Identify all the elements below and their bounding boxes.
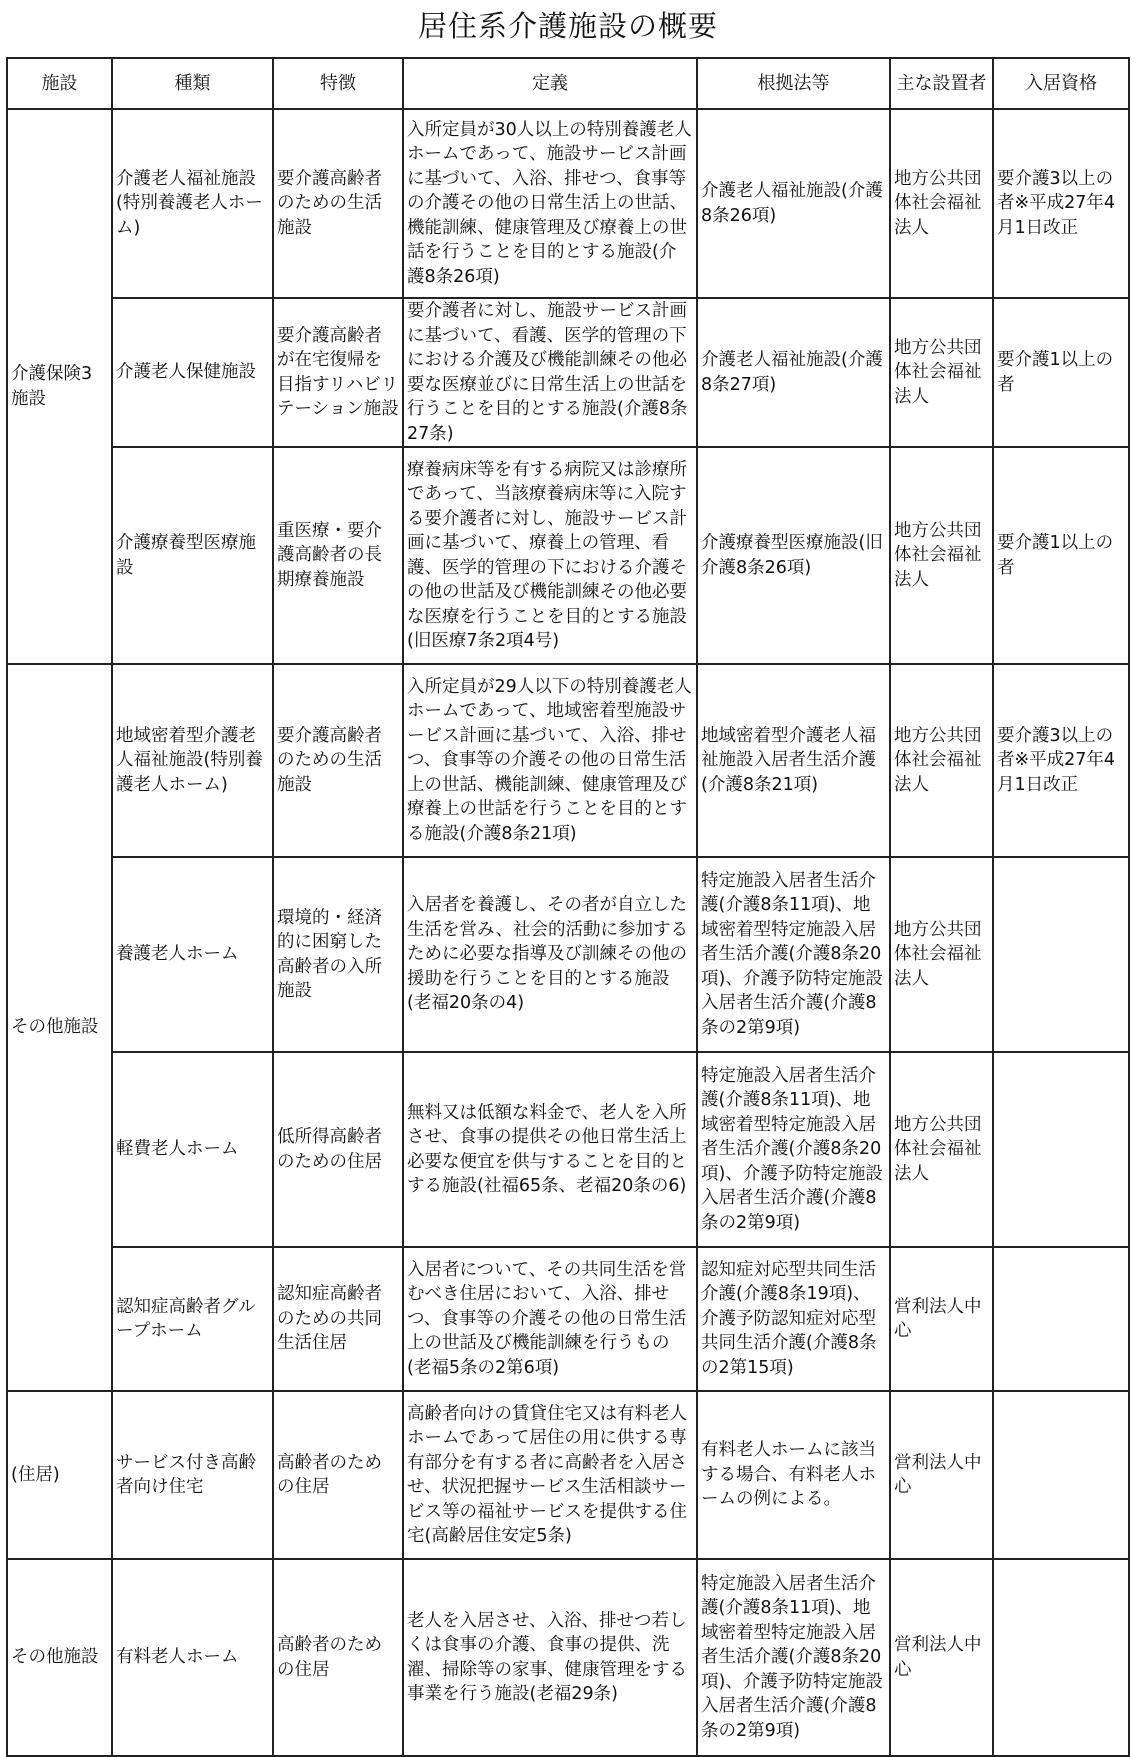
cell-qualification (993, 1391, 1129, 1559)
cell-qualification: 要介護1以上の者 (993, 447, 1129, 664)
cell-qualification: 要介護3以上の者※平成27年4月1日改正 (993, 664, 1129, 857)
group-label: 介護保険3施設 (7, 109, 112, 664)
cell-definition: 入居者について、その共同生活を営むべき住居において、入浴、排せつ、食事等の介護その他の日常生活上の世話及び機能訓練を行うもの(老福5条の2第6項) (403, 1247, 697, 1391)
cell-feature: 要介護高齢者のための生活施設 (273, 109, 403, 298)
cell-feature: 認知症高齢者のための共同生活住居 (273, 1247, 403, 1391)
cell-feature: 要介護高齢者が在宅復帰を目指すリハビリテーション施設 (273, 298, 403, 447)
cell-definition: 入所定員が30人以上の特別養護老人ホームであって、施設サービス計画に基づいて、入浴、排せつ、食事等の介護その他の日常生活上の世話、機能訓練、健康管理及び療養上の世話を行うことを目的とする施設(介護8条26項) (403, 109, 697, 298)
cell-type: 認知症高齢者グループホーム (112, 1247, 273, 1391)
cell-qualification (993, 1247, 1129, 1391)
cell-definition: 無料又は低額な料金で、老人を入所させ、食事の提供その他日常生活上必要な便宜を供与することを目的とする施設(社福65条、老福20条の6) (403, 1052, 697, 1247)
cell-establisher: 地方公共団体社会福祉法人 (890, 109, 993, 298)
table-row (7, 1559, 1129, 1756)
cell-law: 有料老人ホームに該当する場合、有料老人ホームの例による。 (697, 1391, 890, 1559)
cell-definition: 要介護者に対し、施設サービス計画に基づいて、看護、医学的管理の下における介護及び機能訓練その他必要な医療並びに日常生活上の世話を行うことを目的とする施設(介護8条27条) (403, 298, 697, 447)
cell-law: 特定施設入居者生活介護(介護8条11項)、地域密着型特定施設入居者生活介護(介護8条20項)、介護予防特定施設入居者生活介護(介護8条の2第9項) (697, 1052, 890, 1247)
cell-law: 特定施設入居者生活介護(介護8条11項)、地域密着型特定施設入居者生活介護(介護8条20項)、介護予防特定施設入居者生活介護(介護8条の2第9項) (697, 857, 890, 1052)
cell-qualification (993, 1559, 1129, 1756)
cell-qualification: 要介護1以上の者 (993, 298, 1129, 447)
cell-establisher: 地方公共団体社会福祉法人 (890, 447, 993, 664)
table-row (7, 109, 1129, 298)
cell-qualification: 要介護3以上の者※平成27年4月1日改正 (993, 109, 1129, 298)
cell-definition: 入居者を養護し、その者が自立した生活を営み、社会的活動に参加するために必要な指導及び訓練その他の援助を行うことを目的とする施設(老福20条の4) (403, 857, 697, 1052)
cell-law: 認知症対応型共同生活介護(介護8条19項)、介護予防認知症対応型共同生活介護(介護8条の2第15項) (697, 1247, 890, 1391)
cell-law: 地域密着型介護老人福祉施設入居者生活介護(介護8条21項) (697, 664, 890, 857)
cell-establisher: 地方公共団体社会福祉法人 (890, 1052, 993, 1247)
table-row (7, 1391, 1129, 1559)
cell-type: 介護老人福祉施設(特別養護老人ホーム) (112, 109, 273, 298)
group-label: その他施設 (7, 1559, 112, 1756)
page-title: 居住系介護施設の概要 (417, 9, 718, 43)
cell-feature: 要介護高齢者のための生活施設 (273, 664, 403, 857)
cell-qualification (993, 1052, 1129, 1247)
cell-type: サービス付き高齢者向け住宅 (112, 1391, 273, 1559)
cell-establisher: 地方公共団体社会福祉法人 (890, 664, 993, 857)
cell-establisher: 地方公共団体社会福祉法人 (890, 857, 993, 1052)
cell-type: 有料老人ホーム (112, 1559, 273, 1756)
cell-definition: 高齢者向けの賃貸住宅又は有料老人ホームであって居住の用に供する専有部分を有する者に高齢者を入居させ、状況把握サービス生活相談サービス等の福祉サービスを提供する住宅(高齢居住安定5条) (403, 1391, 697, 1559)
header-establisher: 主な設置者 (890, 58, 993, 109)
cell-law: 介護老人福祉施設(介護8条27項) (697, 298, 890, 447)
cell-establisher: 地方公共団体社会福祉法人 (890, 298, 993, 447)
cell-feature: 高齢者のための住居 (273, 1391, 403, 1559)
cell-feature: 高齢者のための住居 (273, 1559, 403, 1756)
cell-law: 介護老人福祉施設(介護8条26項) (697, 109, 890, 298)
header-row (7, 58, 1129, 109)
cell-qualification (993, 857, 1129, 1052)
cell-type: 養護老人ホーム (112, 857, 273, 1052)
table-row (7, 298, 1129, 447)
cell-establisher: 営利法人中心 (890, 1391, 993, 1559)
header-law: 根拠法等 (697, 58, 890, 109)
header-definition: 定義 (403, 58, 697, 109)
cell-definition: 療養病床等を有する病院又は診療所であって、当該療養病床等に入院する要介護者に対し、施設サービス計画に基づいて、療養上の管理、看護、医学的管理の下における介護その他の世話及び機能訓練その他必要な医療を行うことを目的とする施設(旧医療7条2項4号) (403, 447, 697, 664)
group-label: (住居) (7, 1391, 112, 1559)
header-facility: 施設 (7, 58, 112, 109)
cell-establisher: 営利法人中心 (890, 1559, 993, 1756)
group-label: その他施設 (7, 664, 112, 1391)
table-row (7, 664, 1129, 857)
cell-feature: 環境的・経済的に困窮した高齢者の入所施設 (273, 857, 403, 1052)
table-row (7, 857, 1129, 1052)
table-row (7, 1247, 1129, 1391)
header-feature: 特徴 (273, 58, 403, 109)
cell-type: 軽費老人ホーム (112, 1052, 273, 1247)
cell-law: 特定施設入居者生活介護(介護8条11項)、地域密着型特定施設入居者生活介護(介護8条20項)、介護予防特定施設入居者生活介護(介護8条の2第9項) (697, 1559, 890, 1756)
header-qualification: 入居資格 (993, 58, 1129, 109)
table-row (7, 1052, 1129, 1247)
cell-feature: 重医療・要介護高齢者の長期療養施設 (273, 447, 403, 664)
cell-type: 介護老人保健施設 (112, 298, 273, 447)
cell-feature: 低所得高齢者のための住居 (273, 1052, 403, 1247)
cell-definition: 入所定員が29人以下の特別養護老人ホームであって、地域密着型施設サービス計画に基づいて、入浴、排せつ、食事等の介護その他の日常生活上の世話、機能訓練、健康管理及び療養上の世話を行うことを目的とする施設(介護8条21項) (403, 664, 697, 857)
cell-definition: 老人を入居させ、入浴、排せつ若しくは食事の介護、食事の提供、洗濯、掃除等の家事、健康管理をする事業を行う施設(老福29条) (403, 1559, 697, 1756)
facility-table (6, 57, 1130, 1757)
cell-establisher: 営利法人中心 (890, 1247, 993, 1391)
table-row (7, 447, 1129, 664)
cell-type: 介護療養型医療施設 (112, 447, 273, 664)
header-type: 種類 (112, 58, 273, 109)
cell-law: 介護療養型医療施設(旧介護8条26項) (697, 447, 890, 664)
cell-type: 地域密着型介護老人福祉施設(特別養護老人ホーム) (112, 664, 273, 857)
